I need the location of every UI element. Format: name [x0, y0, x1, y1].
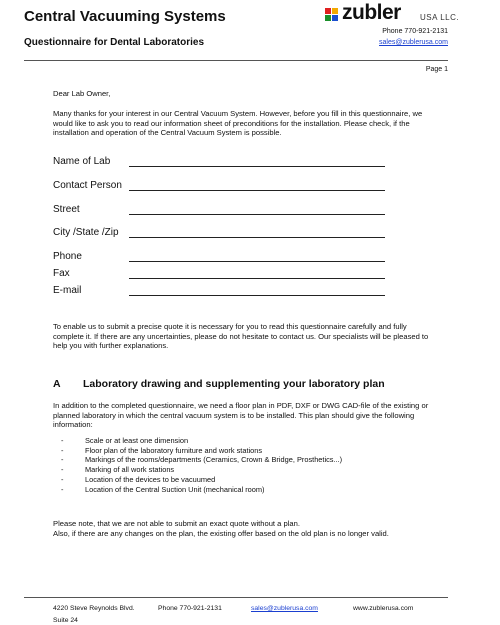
section-a-title: Laboratory drawing and supplementing your laboratory plan — [83, 378, 385, 390]
list-item: - Floor plan of the laboratory furniture and work stations — [61, 445, 263, 455]
footer-divider — [24, 597, 448, 598]
field-input-name-of-lab[interactable] — [129, 166, 385, 167]
footer-address-line-2: Suite 24 — [53, 617, 78, 624]
field-input-city-state-zip[interactable] — [129, 237, 385, 238]
list-item: - Location of the devices to be vacuumed — [61, 474, 216, 484]
requirements-list — [61, 436, 441, 494]
header-phone: Phone 770-921-2131 — [382, 28, 448, 35]
field-label-email: E-mail — [53, 285, 82, 296]
section-a-heading — [53, 378, 385, 390]
list-item: - Location of the Central Suction Unit (mechanical room) — [61, 484, 265, 494]
notice-paragraph: To enable us to submit a precise quote it is necessary for you to read this questionnaire carefully and fully complete it. If there are any uncertainties, please do not hesitate to contact us. Our specialists will be pleased to help you with further explanations. — [53, 322, 429, 351]
field-input-contact-person[interactable] — [129, 190, 385, 191]
salutation: Dear Lab Owner, — [53, 89, 111, 98]
document-subtitle: Questionnaire for Dental Laboratories — [24, 37, 205, 48]
list-item: - Scale or at least one dimension — [61, 436, 189, 445]
field-input-email[interactable] — [129, 295, 385, 296]
list-item: - Marking of all work stations — [61, 465, 175, 475]
field-label-city-state-zip: City /State /Zip — [53, 227, 119, 238]
field-input-fax[interactable] — [129, 278, 385, 279]
closing-note-2: Also, if there are any changes on the plan, the existing offer based on the old plan is no longer valid. — [53, 529, 389, 538]
document-title: Central Vacuuming Systems — [24, 8, 226, 25]
field-label-name-of-lab: Name of Lab — [53, 156, 111, 167]
list-item: - Markings of the rooms/departments (Ceramics, Crown & Bridge, Prosthetics...) — [61, 455, 343, 465]
logo-wordmark: zubler — [342, 1, 401, 24]
footer-email-link[interactable]: sales@zublerusa.com — [251, 605, 318, 612]
logo-suffix: USA LLC. — [420, 13, 460, 22]
field-input-phone[interactable] — [129, 261, 385, 262]
field-label-street: Street — [53, 204, 80, 215]
closing-note-1: Please note, that we are not able to submit an exact quote without a plan. — [53, 519, 300, 528]
page-number: Page 1 — [425, 66, 448, 73]
section-a-letter: A — [53, 378, 61, 390]
field-label-fax: Fax — [53, 268, 70, 279]
footer-address-line-1: 4220 Steve Reynolds Blvd. — [53, 605, 135, 612]
field-input-street[interactable] — [129, 214, 385, 215]
intro-paragraph: Many thanks for your interest in our Central Vacuum System. However, before you fill in this questionnaire, we would like to ask you to read our information sheet of preconditions for the installation. Please check, if the installation and operation of the Central Vacuum System is possible. — [53, 109, 423, 138]
logo-squares-icon — [325, 8, 339, 22]
field-label-contact-person: Contact Person — [53, 180, 122, 191]
footer-website: www.zublerusa.com — [353, 605, 414, 612]
company-logo — [325, 1, 485, 26]
header-email-link[interactable]: sales@zublerusa.com — [379, 39, 448, 46]
header-divider — [24, 60, 448, 61]
section-a-paragraph: In addition to the completed questionnaire, we need a floor plan in PDF, DXF or DWG CAD-file of the existing or planned laboratory in which the central vacuum system is to be installed. This plan should give the following information: — [53, 401, 429, 430]
footer-phone: Phone 770-921-2131 — [158, 605, 222, 612]
field-label-phone: Phone — [53, 251, 82, 262]
